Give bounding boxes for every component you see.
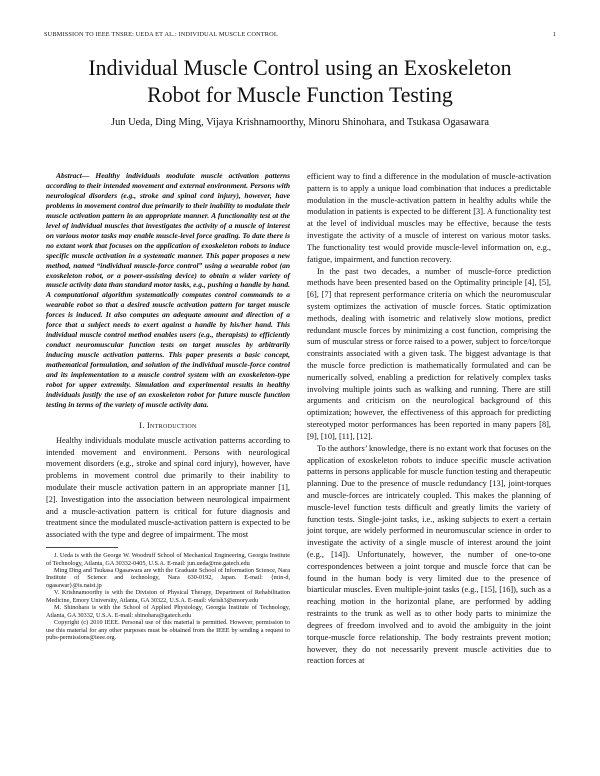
title-line-1: Individual Muscle Control using an Exoskeleton (88, 56, 512, 80)
right-column (307, 171, 551, 667)
footnotes (46, 552, 290, 641)
abstract (46, 171, 290, 410)
section-title: Introduction (147, 420, 197, 430)
body-paragraph: efficient way to find a difference in the modulation of muscle-activation pattern is to apply a unique load combination that induces a predictable modulation in the muscle-activation pattern in healthy adults while the modulation in patients is expected to be different [3]. A functionality test at the level of individual muscles may be effective, because the tests investigate the activity of a muscle of interest on various motor tasks. The functionality test would provide muscle-level information on, e.g., fatigue, impairment, and function recovery. (307, 172, 551, 264)
section-numeral: I. (139, 420, 145, 430)
running-head-text: SUBMISSION TO IEEE TNSRE: UEDA ET AL.: INDIVIDUAL MUSCLE CONTROL (44, 31, 278, 38)
left-column (46, 171, 290, 641)
footnote-copyright: Copyright (c) 2010 IEEE. Personal use of this material is permitted. However, permission to use this material for any other purposes must be obtained from the IEEE by sending a request to pubs-permissions@ieee.org. (46, 619, 290, 642)
footnote-divider (46, 547, 118, 548)
body-paragraph: In the past two decades, a number of muscle-force prediction methods have been presented based on the Optimality principle [4], [5], [6], [7] that represent performance criteria on which the neuromuscular system optimizes the activation of muscle forces. Static optimization methods, dealing with isometric and relatively slow motions, predict redundant muscle forces by minimizing a cost function, comprising the sum of muscular stress or force raised to a power, subject to force/torque constraints associated with a given task. The biggest advantage is that the muscle force prediction is mathematically formulated and can be numerically solved, enabling a prediction for relatively complex tasks involving multiple joints such as walking and running. There are still arguments and criticism on the neurological background of this optimization; however, the effectiveness of this approach for predicting stereotyped motor performances has been reported in many papers [8], [9], [10], [11], [12]. (307, 266, 551, 441)
abstract-label: Abstract— (56, 171, 90, 180)
footnote-shinohara: M. Shinohara is with the School of Applied Physiology, Georgia Institute of Technology, Atlanta, GA 30332, U.S.A. E-mail: shinohara@gatech.edu (46, 604, 290, 619)
paper-title (40, 55, 560, 109)
footnote-krishnamoorthy: V. Krishnamoorthy is with the Division of Physical Therapy, Department of Rehabilitation Medicine, Emory University, Atlanta, GA 30322, U.S.A. E-mail: vkrish3@emory.edu (46, 589, 290, 604)
footnote-ding-ogasawara: Ming Ding and Tsukasa Ogasawara are with the Graduate School of Information Science, Nara Institute of Science and technology, Nara 630-0192, Japan. E-mail: {min-d, ogasawar}@is.naist.jp (46, 566, 290, 589)
page-number: 1 (552, 31, 556, 38)
author-list: Jun Ueda, Ding Ming, Vijaya Krishnamoorthy, Minoru Shinohara, and Tsukasa Ogasawara (111, 117, 489, 128)
intro-paragraph: Healthy individuals modulate muscle activation patterns according to intended movement and environment. Persons with neurological movement disorders (e.g., stroke and spinal cord injury), however, have problems in movement control due primarily to their inability to modulate their muscle activation pattern in an appropriate manner [1], [2]. Investigation into the association between neurological impairment and a muscle-activation pattern is critical for future diagnosis and treatment since the modulated muscle-activation pattern is expected to be associated with the type and degree of impairment. The most (46, 435, 290, 540)
running-head (44, 31, 556, 38)
footnote-ueda: J. Ueda is with the George W. Woodruff School of Mechanical Engineering, Georgia Institute of Technology, Atlanta, GA 30332-0405, U.S.A. E-mail: jun.ueda@me.gatech.edu (46, 552, 290, 567)
abstract-text: Healthy individuals modulate muscle activation patterns according to their intended movement and external environment. Persons with neurological disorders (e.g., stroke and spinal cord injury), however, have problems in movement control due primarily to their inability to modulate their muscle activation pattern in an appropriate manner. A functionality test at the level of individual muscles that investigates the activity of a muscle of interest on various motor tasks may enable muscle-level force grading. To date there is no extant work that focuses on the application of exoskeleton robots to induce specific muscle activation in a systematic manner. This paper proposes a new method, named “individual muscle-force control” using a wearable robot (an exoskeleton robot, or a power-assisting device) to obtain a wider variety of muscle activity data than standard motor tasks, e.g., pushing a handle by hand. A computational algorithm systematically computes control commands to a wearable robot so that a desired muscle activation pattern for target muscle forces is induced. It also computes an adequate amount and direction of a force that a subject needs to exert against a handle by his/her hand. This individual muscle control method enables users (e.g., therapists) to efficiently conduct neuromuscular function tests on target muscles by arbitrarily inducing muscle activation patterns. This paper presents a basic concept, mathematical formulation, and solution of the individual muscle-force control and its implementation to a muscle control system with an exoskeleton-type robot for upper extremity. Simulation and experimental results in healthy individuals justify the use of an exoskeleton robot for future muscle function testing in terms of the variety of muscle activity data. (46, 171, 290, 409)
title-line-2: Robot for Muscle Function Testing (147, 83, 453, 107)
body-paragraph: To the authors’ knowledge, there is no extant work that focuses on the application of exoskeleton robots to induce specific muscle activation patterns in persons applicable for muscle function testing and therapeutic planning. Due to the presence of muscle redundancy [13], joint-torques and muscle-forces are intricately coupled. This makes the planning of muscle-level function tests difficult and greatly limits the variety of function tests. Single-joint tasks, i.e., asking subjects to exert a certain joint torque, are widely performed in neuromuscular science in order to investigate the activity of a single muscle of interest around the joint (e.g., [14]). Unfortunately, however, the number of one-to-one correspondences between a joint torque and muscle force that can be found in the human body is very limited due to the presence of biarticular muscles. Even multiple-joint tasks (e.g., [15], [16]), such as a reaching motion in the horizontal plane, are performed by adding restraints to the trunk as well as to other body parts to minimize the degrees of freedom involved and to avoid the ambiguity in the joint torque-muscle force relationship. The body restraints prevent motion; however, they do not necessarily prevent muscle activities due to reaction forces at (307, 443, 551, 666)
section-heading-introduction (46, 421, 290, 430)
